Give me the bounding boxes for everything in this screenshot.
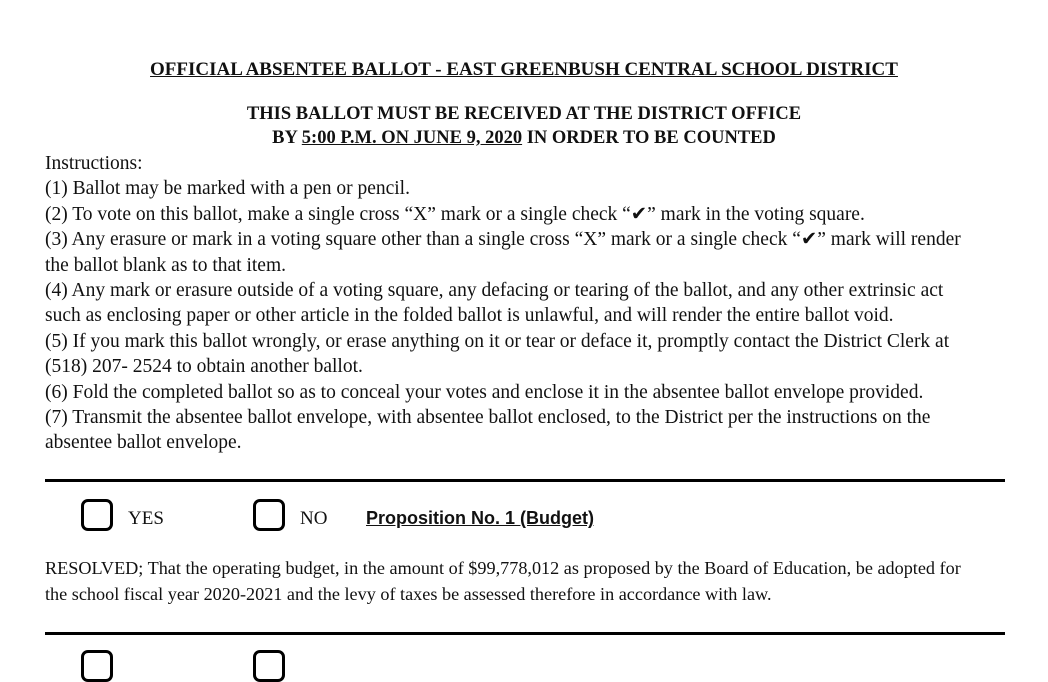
instruction-line: the ballot blank as to that item. (45, 254, 286, 276)
instruction-line: absentee ballot envelope. (45, 432, 242, 454)
instruction-line: (7) Transmit the absentee ballot envelope, with absentee ballot enclosed, to the District per the instructions on the (45, 407, 931, 429)
section-divider (45, 632, 1005, 635)
no-label: NO (300, 508, 328, 529)
next-yes-voting-square[interactable] (81, 650, 113, 682)
proposition-text-line: the school fiscal year 2020-2021 and the levy of taxes be assessed therefore in accordance with law. (45, 584, 772, 604)
instructions-heading: Instructions: (45, 153, 143, 174)
next-no-voting-square[interactable] (253, 650, 285, 682)
instruction-line: (5) If you mark this ballot wrongly, or erase anything on it or tear or deface it, promptly contact the District Clerk at (45, 330, 950, 352)
yes-label: YES (128, 508, 164, 529)
no-voting-square[interactable] (253, 499, 285, 531)
proposition-text-line: RESOLVED; That the operating budget, in the amount of $99,778,012 as proposed by the Board of Education, be adopted for (45, 558, 961, 578)
deadline-prefix: BY (272, 128, 302, 148)
instruction-line: (6) Fold the completed ballot so as to conceal your votes and enclose it in the absentee ballot envelope provided. (45, 381, 924, 403)
proposition-text (45, 555, 1005, 607)
deadline-date: 5:00 P.M. ON JUNE 9, 2020 (301, 128, 523, 148)
yes-voting-square[interactable] (81, 499, 113, 531)
deadline-notice-line2 (0, 128, 1048, 149)
instructions-block (45, 151, 1005, 456)
instruction-line: such as enclosing paper or other article in the folded ballot is unlawful, and will render the entire ballot void. (45, 305, 894, 327)
deadline-suffix: IN ORDER TO BE COUNTED (522, 128, 776, 148)
deadline-notice-line1-text: THIS BALLOT MUST BE RECEIVED AT THE DISTRICT OFFICE (246, 104, 802, 124)
instruction-line: (1) Ballot may be marked with a pen or pencil. (45, 178, 410, 200)
instruction-line: (518) 207- 2524 to obtain another ballot. (45, 356, 363, 378)
section-divider (45, 479, 1005, 482)
instruction-line: (3) Any erasure or mark in a voting square other than a single cross “X” mark or a single check “✔” mark will render (45, 229, 961, 251)
ballot-title: OFFICIAL ABSENTEE BALLOT - EAST GREENBUSH CENTRAL SCHOOL DISTRICT (150, 59, 898, 80)
instruction-line: (4) Any mark or erasure outside of a voting square, any defacing or tearing of the ballot, and any other extrinsic act (45, 280, 944, 302)
instruction-line: (2) To vote on this ballot, make a single cross “X” mark or a single check “✔” mark in the voting square. (45, 203, 865, 225)
proposition-title: Proposition No. 1 (Budget) (366, 508, 594, 528)
